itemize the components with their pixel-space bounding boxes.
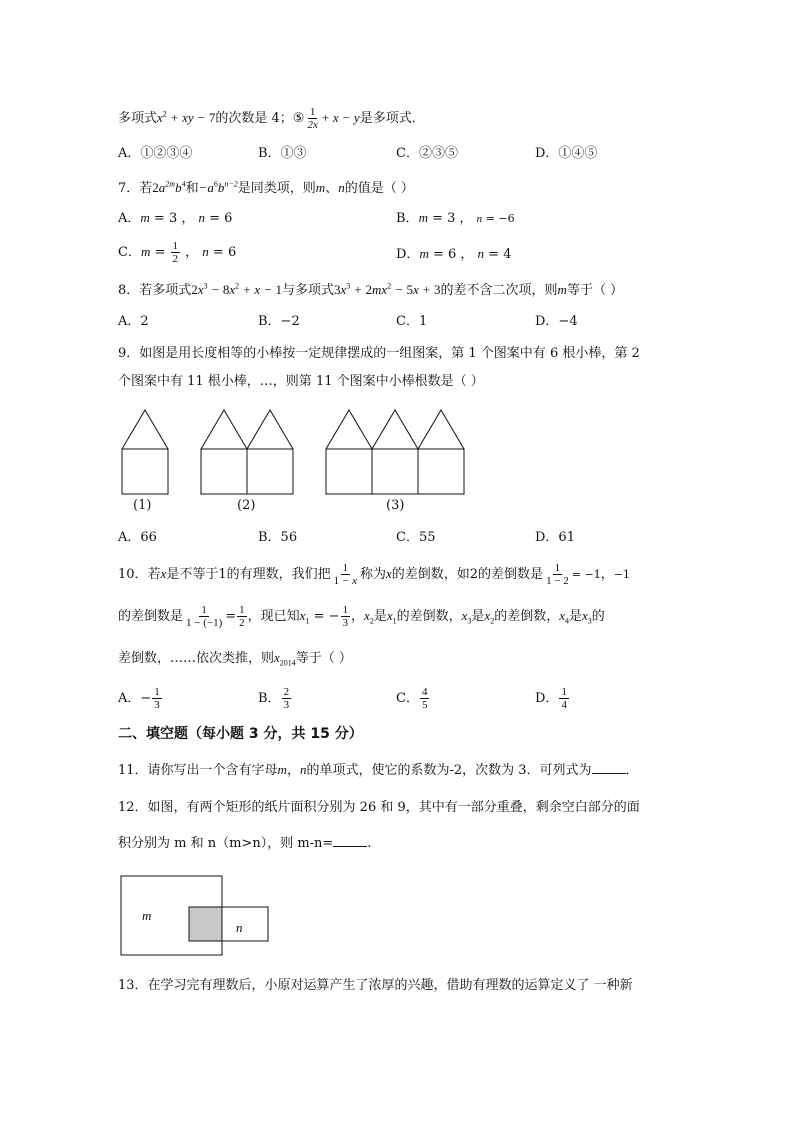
section-title-fill-in: 二、填空题（每小题 3 分，共 15 分） (118, 726, 363, 742)
q6-tail-line: 多项式$x^2$ + xy − 7的次数是 4；⑤ $\frac{1}{2x}$ + x − y是多项式． (118, 106, 425, 131)
q6-option-c[interactable]: C．②③⑤ (396, 146, 458, 161)
q12-fig-label-m: m (142, 908, 152, 923)
q9-option-b[interactable]: B．56 (258, 530, 298, 545)
q9-fig-label-2: (2) (237, 498, 256, 513)
q12-stem-line1: 12．如图，有两个矩形的纸片面积分别为 26 和 9，其中有一部分重叠，剩余空白部分的面 (118, 800, 640, 815)
q10-option-d[interactable]: D． $\frac{1}{4}$ (535, 686, 567, 711)
q9-option-c[interactable]: C．55 (396, 530, 436, 545)
q9-option-a[interactable]: A．66 (118, 530, 157, 545)
q10-stem-line1: 10．若x是不等于1的有理数，我们把 $\frac{1}{1 - x}$ 称为x的差倒数，如2的差倒数是 $\frac{1}{1 - 2}$ = −1，−1 (118, 562, 630, 587)
q9-fig-label-3: (3) (386, 498, 405, 513)
q8-option-c[interactable]: C．1 (396, 314, 428, 329)
q6-option-a[interactable]: A．①②③④ (118, 146, 193, 161)
q8-option-d[interactable]: D．−4 (535, 314, 578, 329)
q12-fig-label-n: n (236, 920, 243, 935)
q9-option-d[interactable]: D．61 (535, 530, 575, 545)
q13-stem-line1: 13．在学习完有理数后，小原对运算产生了浓厚的兴趣，借助有理数的运算定义了 一种新 (118, 978, 633, 993)
q8-option-a[interactable]: A．2 (118, 314, 149, 329)
q11-stem: 11．请你写出一个含有字母m，n的单项式，使它的系数为-2，次数为 3．可列式为 ． (118, 762, 639, 778)
q10-option-a[interactable]: A．− $\frac{1}{3}$ (118, 686, 160, 711)
q9-stem-line1: 9．如图是用长度相等的小棒按一定规律摆成的一组图案，第 1 个图案中有 6 根小棒，第 2 (118, 346, 640, 361)
q10-option-b[interactable]: B． $\frac{2}{3}$ (258, 686, 290, 711)
q7-option-d[interactable]: D．m = 6 ， n = 4 (396, 246, 512, 262)
q7-stem: 7．若$2a^{2m}b^4$和$-a^6b^{n-2}$是同类项，则m、n的值是（ ） (118, 179, 414, 196)
q7-option-a[interactable]: A．m = 3 ， n = 6 (118, 210, 233, 226)
q9-fig-label-1: (1) (133, 498, 152, 513)
q6-option-b[interactable]: B．①③ (258, 146, 307, 161)
q12-stem-line2: 积分别为 m 和 n（m>n），则 m-n= . (118, 836, 372, 851)
q10-stem-line2: 的差倒数是 $\frac{1}{1 - (-1)}$ = $\frac{1}{2}$ ，现已知$x_1$ = − $\frac{1}{3}$ ，$x_2$是$x_1$的差倒数，$x_3$是$x_2$的差倒数，$x_4$是$x_3$的 (118, 604, 605, 629)
q7-option-b[interactable]: B．m = 3 ， n = −6 (396, 210, 515, 226)
q10-option-c[interactable]: C． $\frac{4}{5}$ (396, 686, 428, 711)
q6-option-d[interactable]: D．①④⑤ (535, 146, 598, 161)
q8-stem: 8．若多项式$2x^3 - 8x^2 + x - 1$与多项式$3x^3 + 2mx^2 - 5x + 3$的差不含二次项，则m等于（ ） (118, 281, 624, 298)
q9-stem-line2: 个图案中有 11 根小棒，…，则第 11 个图案中小棒根数是（ ） (118, 374, 484, 389)
q7-option-c[interactable]: C．m = $\frac{1}{2}$ ， n = 6 (118, 240, 237, 265)
q10-stem-line3: 差倒数，……依次类推，则$x_{2014}$等于（ ） (118, 650, 352, 668)
q8-option-b[interactable]: B．−2 (258, 314, 300, 329)
q12-overlap-shaded (189, 907, 222, 941)
